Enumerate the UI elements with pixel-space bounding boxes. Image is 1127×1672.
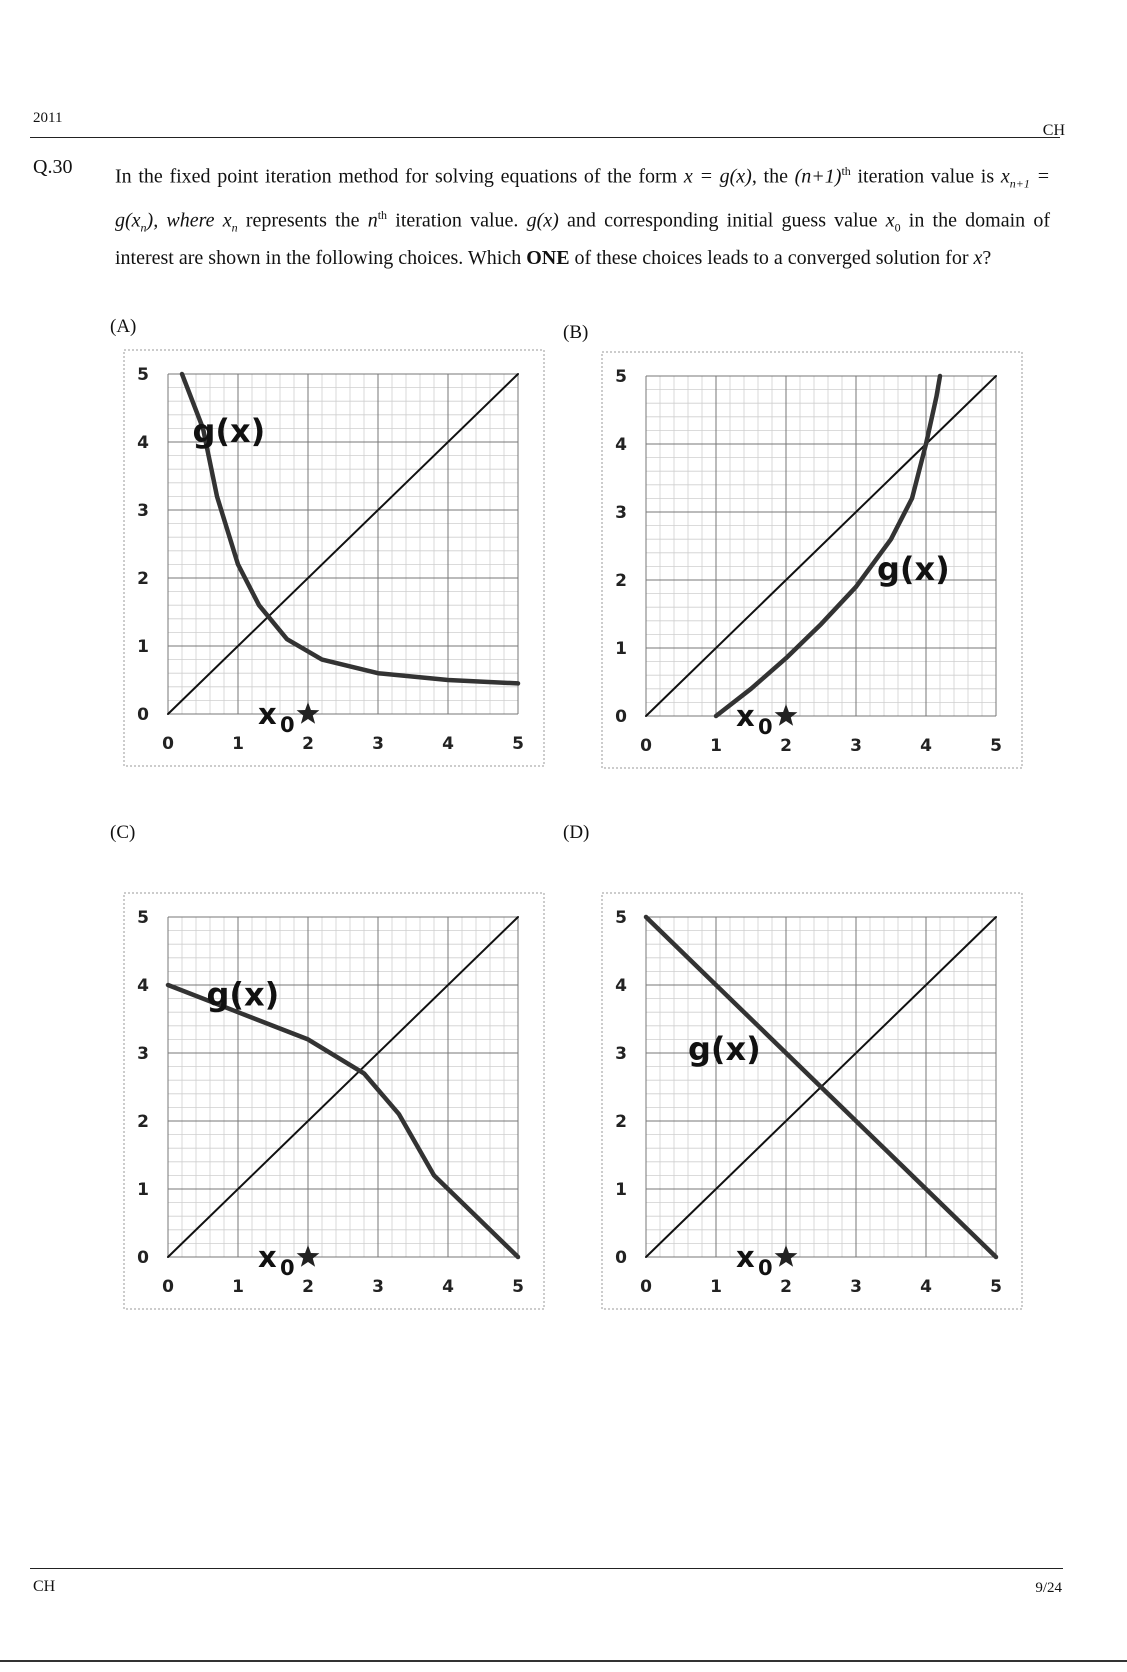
x-tick-label: 2 <box>780 736 792 756</box>
x-tick-label: 3 <box>372 734 384 754</box>
x0-label: x <box>736 1240 755 1274</box>
x-tick-label: 1 <box>710 1277 722 1297</box>
x-tick-label: 5 <box>990 1277 1002 1297</box>
footer-rule <box>30 1568 1063 1569</box>
y-tick-label: 5 <box>137 908 149 928</box>
x-tick-label: 0 <box>640 1277 652 1297</box>
x-tick-label: 0 <box>162 1277 174 1297</box>
y-tick-label: 3 <box>615 503 627 523</box>
y-tick-label: 4 <box>615 976 627 996</box>
y-tick-label: 3 <box>615 1044 627 1064</box>
y-tick-label: 4 <box>615 435 627 455</box>
y-tick-label: 3 <box>137 501 149 521</box>
option-label-d: (D) <box>563 822 590 843</box>
x0-label: x <box>258 1240 277 1274</box>
x-tick-label: 4 <box>920 1277 932 1297</box>
header-rule <box>30 137 1060 138</box>
question-number: Q.30 <box>33 156 73 178</box>
x-tick-label: 1 <box>232 1277 244 1297</box>
x-tick-label: 5 <box>512 1277 524 1297</box>
question-text: In the fixed point iteration method for solving equations of the form x = g(x), the $(n+1)^{th}$ iteration value is $x_{n+1} = g(x_n)$, where $x_n$ represents the $n^{th}$ iteration value. g(x) and corresponding initial guess value $x_0$ in the domain of interest are shown in the following choices. Which ONE of these choices leads to a converged solution for x? <box>115 164 1051 270</box>
x-tick-label: 2 <box>302 1277 314 1297</box>
x-tick-label: 5 <box>512 734 524 754</box>
y-tick-label: 5 <box>615 908 627 928</box>
chart-frame <box>124 350 544 766</box>
y-tick-label: 2 <box>615 1112 627 1132</box>
x-tick-label: 1 <box>710 736 722 756</box>
y-tick-label: 5 <box>615 367 627 387</box>
chart-d-svg <box>601 892 1023 1310</box>
chart-b-svg <box>601 351 1023 769</box>
y-tick-label: 2 <box>137 1112 149 1132</box>
chart-frame <box>602 893 1022 1309</box>
y-tick-label: 2 <box>137 569 149 589</box>
x-tick-label: 2 <box>302 734 314 754</box>
x-tick-label: 0 <box>162 734 174 754</box>
x0-subscript: 0 <box>280 713 295 737</box>
option-label-b: (B) <box>563 322 589 343</box>
footer-page: 9/24 <box>1035 1580 1062 1596</box>
x0-label: x <box>258 697 277 731</box>
y-tick-label: 1 <box>615 639 627 659</box>
y-tick-label: 1 <box>615 1180 627 1200</box>
y-tick-label: 0 <box>137 1248 149 1268</box>
x0-subscript: 0 <box>758 715 773 739</box>
chart-frame <box>602 352 1022 768</box>
chart-a <box>123 349 545 767</box>
y-tick-label: 3 <box>137 1044 149 1064</box>
y-tick-label: 0 <box>137 705 149 725</box>
chart-c-svg <box>123 892 545 1310</box>
y-tick-label: 0 <box>615 707 627 727</box>
y-tick-label: 1 <box>137 637 149 657</box>
gx-label: g(x) <box>192 412 266 450</box>
x-tick-label: 4 <box>442 734 454 754</box>
chart-b <box>601 351 1023 769</box>
chart-a-svg <box>123 349 545 767</box>
y-tick-label: 2 <box>615 571 627 591</box>
x-tick-label: 0 <box>640 736 652 756</box>
x-tick-label: 4 <box>920 736 932 756</box>
header-code: CH <box>1042 122 1065 139</box>
y-tick-label: 4 <box>137 976 149 996</box>
y-tick-label: 0 <box>615 1248 627 1268</box>
x-tick-label: 1 <box>232 734 244 754</box>
footer-code: CH <box>33 1578 56 1595</box>
chart-c <box>123 892 545 1310</box>
y-tick-label: 5 <box>137 365 149 385</box>
x-tick-label: 3 <box>850 1277 862 1297</box>
x0-subscript: 0 <box>280 1256 295 1280</box>
option-label-c: (C) <box>110 822 136 843</box>
header-year: 2011 <box>33 110 63 126</box>
bottom-rule <box>0 1660 1127 1662</box>
gx-label: g(x) <box>688 1029 761 1068</box>
x-tick-label: 4 <box>442 1277 454 1297</box>
chart-d <box>601 892 1023 1310</box>
option-label-a: (A) <box>110 316 137 337</box>
y-tick-label: 4 <box>137 433 149 453</box>
x-tick-label: 3 <box>372 1277 384 1297</box>
x-tick-label: 3 <box>850 736 862 756</box>
x0-subscript: 0 <box>758 1256 773 1280</box>
y-tick-label: 1 <box>137 1180 149 1200</box>
x0-label: x <box>736 699 755 733</box>
chart-frame <box>124 893 544 1309</box>
gx-label: g(x) <box>206 975 280 1014</box>
x-tick-label: 2 <box>780 1277 792 1297</box>
gx-label: g(x) <box>877 550 950 588</box>
x-tick-label: 5 <box>990 736 1002 756</box>
